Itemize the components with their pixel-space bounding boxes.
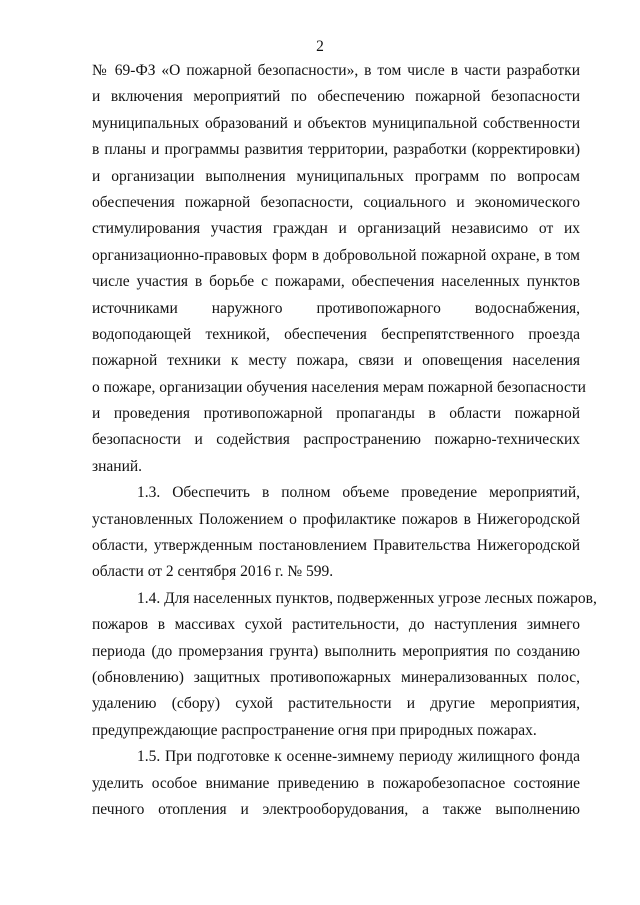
- text-line: периода (до промерзания грунта) выполнить мероприятия по созданию: [92, 642, 580, 660]
- text-line: 1.4. Для населенных пунктов, подверженных угрозе лесных пожаров,: [137, 589, 597, 607]
- text-line: удалению (сбору) сухой растительности и другие мероприятия,: [92, 695, 580, 713]
- text-line: области от 2 сентября 2016 г. № 599.: [92, 563, 334, 581]
- text-line: 1.5. При подготовке к осенне-зимнему периоду жилищного фонда: [137, 748, 580, 766]
- text-line: и проведения противопожарной пропаганды в области пожарной: [92, 405, 580, 423]
- text-line: области, утвержденным постановлением Правительства Нижегородской: [92, 537, 580, 555]
- text-line: печного отопления и электрооборудования, а также выполнению: [92, 800, 580, 818]
- text-line: числе участия в борьбе с пожарами, обеспечения населенных пунктов: [92, 273, 580, 291]
- text-line: обеспечения пожарной безопасности, социального и экономического: [92, 193, 580, 211]
- text-line: установленных Положением о профилактике пожаров в Нижегородской: [92, 510, 580, 528]
- text-line: и организации выполнения муниципальных программ по вопросам: [92, 167, 580, 185]
- text-line: источниками наружного противопожарного водоснабжения,: [92, 299, 580, 317]
- text-line: безопасности и содействия распространению пожарно-технических: [92, 431, 580, 449]
- text-line: № 69-ФЗ «О пожарной безопасности», в том числе в части разработки: [92, 62, 580, 79]
- text-line: 1.3. Обеспечить в полном объеме проведение мероприятий,: [137, 484, 580, 502]
- text-line: пожаров в массивах сухой растительности, до наступления зимнего: [92, 616, 580, 634]
- text-line: муниципальных образований и объектов муниципальной собственности: [92, 114, 580, 132]
- page-number: 2: [316, 38, 324, 55]
- document-body: [92, 58, 597, 823]
- text-line: уделить особое внимание приведению в пожаробезопасное состояние: [92, 774, 580, 792]
- text-line: организационно-правовых форм в добровольной пожарной охране, в том: [92, 246, 580, 264]
- text-line: о пожаре, организации обучения населения мерам пожарной безопасности: [92, 378, 586, 396]
- text-line: предупреждающие распространение огня при природных пожарах.: [92, 721, 537, 739]
- text-line: и включения мероприятий по обеспечению пожарной безопасности: [92, 88, 580, 106]
- text-line: водоподающей техникой, обеспечения беспрепятственного проезда: [92, 325, 580, 343]
- text-line: (обновлению) защитных противопожарных минерализованных полос,: [92, 668, 580, 686]
- text-line: в планы и программы развития территории, разработки (корректировки): [92, 141, 580, 159]
- text-line: стимулирования участия граждан и организаций независимо от их: [92, 220, 580, 238]
- text-line: знаний.: [92, 457, 143, 475]
- text-line: пожарной техники к месту пожара, связи и оповещения населения: [92, 352, 580, 370]
